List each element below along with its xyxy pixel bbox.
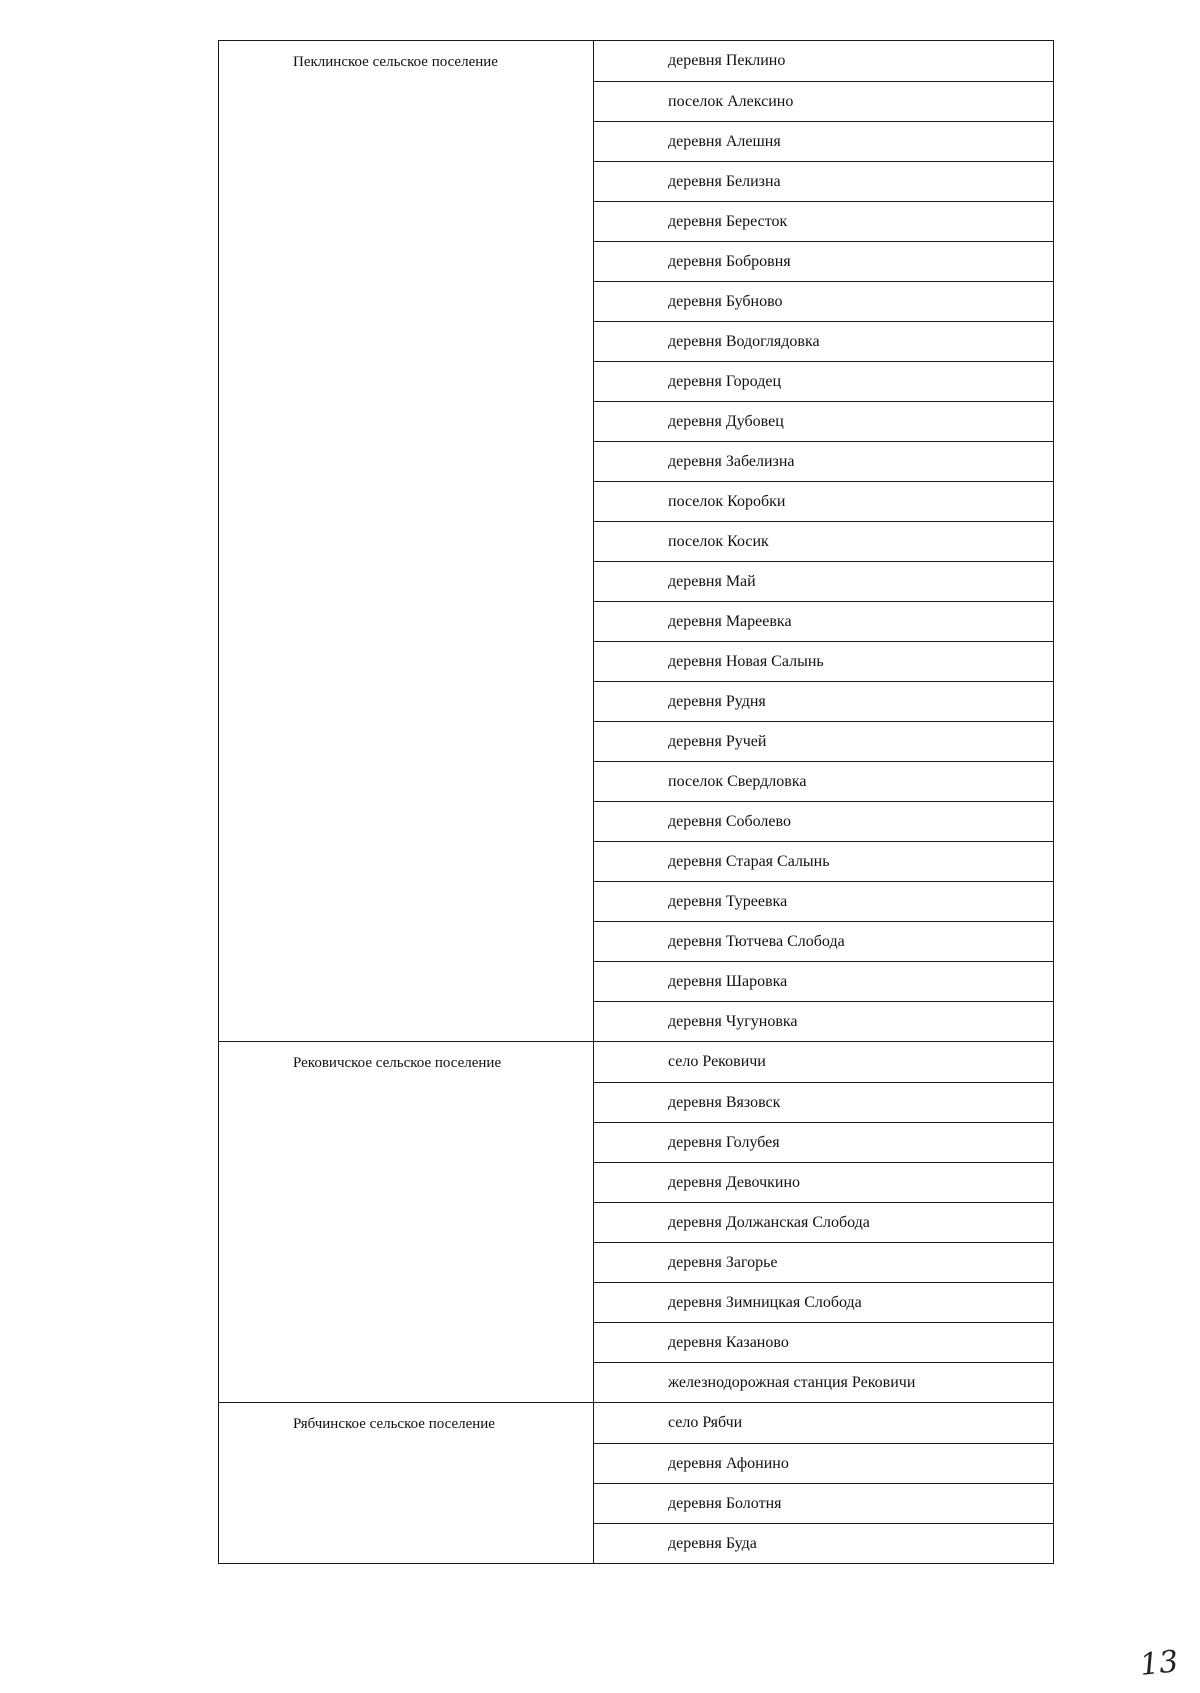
locality-row: деревня Девочкино bbox=[594, 1162, 1053, 1202]
locality-row: деревня Болотня bbox=[594, 1483, 1053, 1523]
locality-row: деревня Бобровня bbox=[594, 241, 1053, 281]
locality-row: село Рековичи bbox=[668, 1053, 766, 1070]
settlement-group bbox=[219, 1041, 1053, 1402]
locality-row: деревня Белизна bbox=[594, 161, 1053, 201]
locality-row: деревня Загорье bbox=[594, 1242, 1053, 1282]
locality-row: деревня Водоглядовка bbox=[594, 321, 1053, 361]
locality-row: деревня Буда bbox=[594, 1523, 1053, 1563]
locality-row: деревня Должанская Слобода bbox=[594, 1202, 1053, 1242]
page-number: 13 bbox=[1138, 1644, 1180, 1683]
locality-row: село Рябчи bbox=[668, 1414, 743, 1431]
locality-row: деревня Рудня bbox=[594, 681, 1053, 721]
locality-row: деревня Соболево bbox=[594, 801, 1053, 841]
locality-row: деревня Ручей bbox=[594, 721, 1053, 761]
locality-list bbox=[594, 1403, 1053, 1563]
settlement-group bbox=[219, 41, 1053, 1041]
locality-row: деревня Бересток bbox=[594, 201, 1053, 241]
settlement-group bbox=[219, 1402, 1053, 1563]
locality-row: деревня Казаново bbox=[594, 1322, 1053, 1362]
locality-row: деревня Бубново bbox=[594, 281, 1053, 321]
locality-row: железнодорожная станция Рековичи bbox=[594, 1362, 1053, 1402]
locality-row: деревня Шаровка bbox=[594, 961, 1053, 1001]
locality-row: деревня Алешня bbox=[594, 121, 1053, 161]
locality-row: поселок Алексино bbox=[594, 81, 1053, 121]
locality-row: поселок Косик bbox=[594, 521, 1053, 561]
locality-row: деревня Мареевка bbox=[594, 601, 1053, 641]
locality-row: деревня Афонино bbox=[594, 1443, 1053, 1483]
locality-row: поселок Свердловка bbox=[594, 761, 1053, 801]
locality-row: деревня Голубея bbox=[594, 1122, 1053, 1162]
locality-row: деревня Старая Салынь bbox=[594, 841, 1053, 881]
locality-list bbox=[594, 41, 1053, 1041]
locality-row: деревня Городец bbox=[594, 361, 1053, 401]
locality-row: деревня Забелизна bbox=[594, 441, 1053, 481]
locality-row: деревня Новая Салынь bbox=[594, 641, 1053, 681]
locality-row: деревня Пеклино bbox=[668, 52, 786, 69]
locality-row: деревня Чугуновка bbox=[594, 1001, 1053, 1041]
locality-row: деревня Туреевка bbox=[594, 881, 1053, 921]
locality-row: деревня Май bbox=[594, 561, 1053, 601]
locality-row: деревня Вязовск bbox=[594, 1082, 1053, 1122]
locality-row: деревня Тютчева Слобода bbox=[594, 921, 1053, 961]
locality-row: деревня Дубовец bbox=[594, 401, 1053, 441]
settlement-name: Рековичское сельское поселение bbox=[219, 1042, 594, 1402]
settlement-name: Рябчинское сельское поселение bbox=[219, 1403, 594, 1563]
locality-row: деревня Зимницкая Слобода bbox=[594, 1282, 1053, 1322]
settlement-name: Пеклинское сельское поселение bbox=[219, 41, 594, 1041]
locality-list bbox=[594, 1042, 1053, 1402]
settlements-table bbox=[218, 40, 1054, 1564]
locality-row: поселок Коробки bbox=[594, 481, 1053, 521]
